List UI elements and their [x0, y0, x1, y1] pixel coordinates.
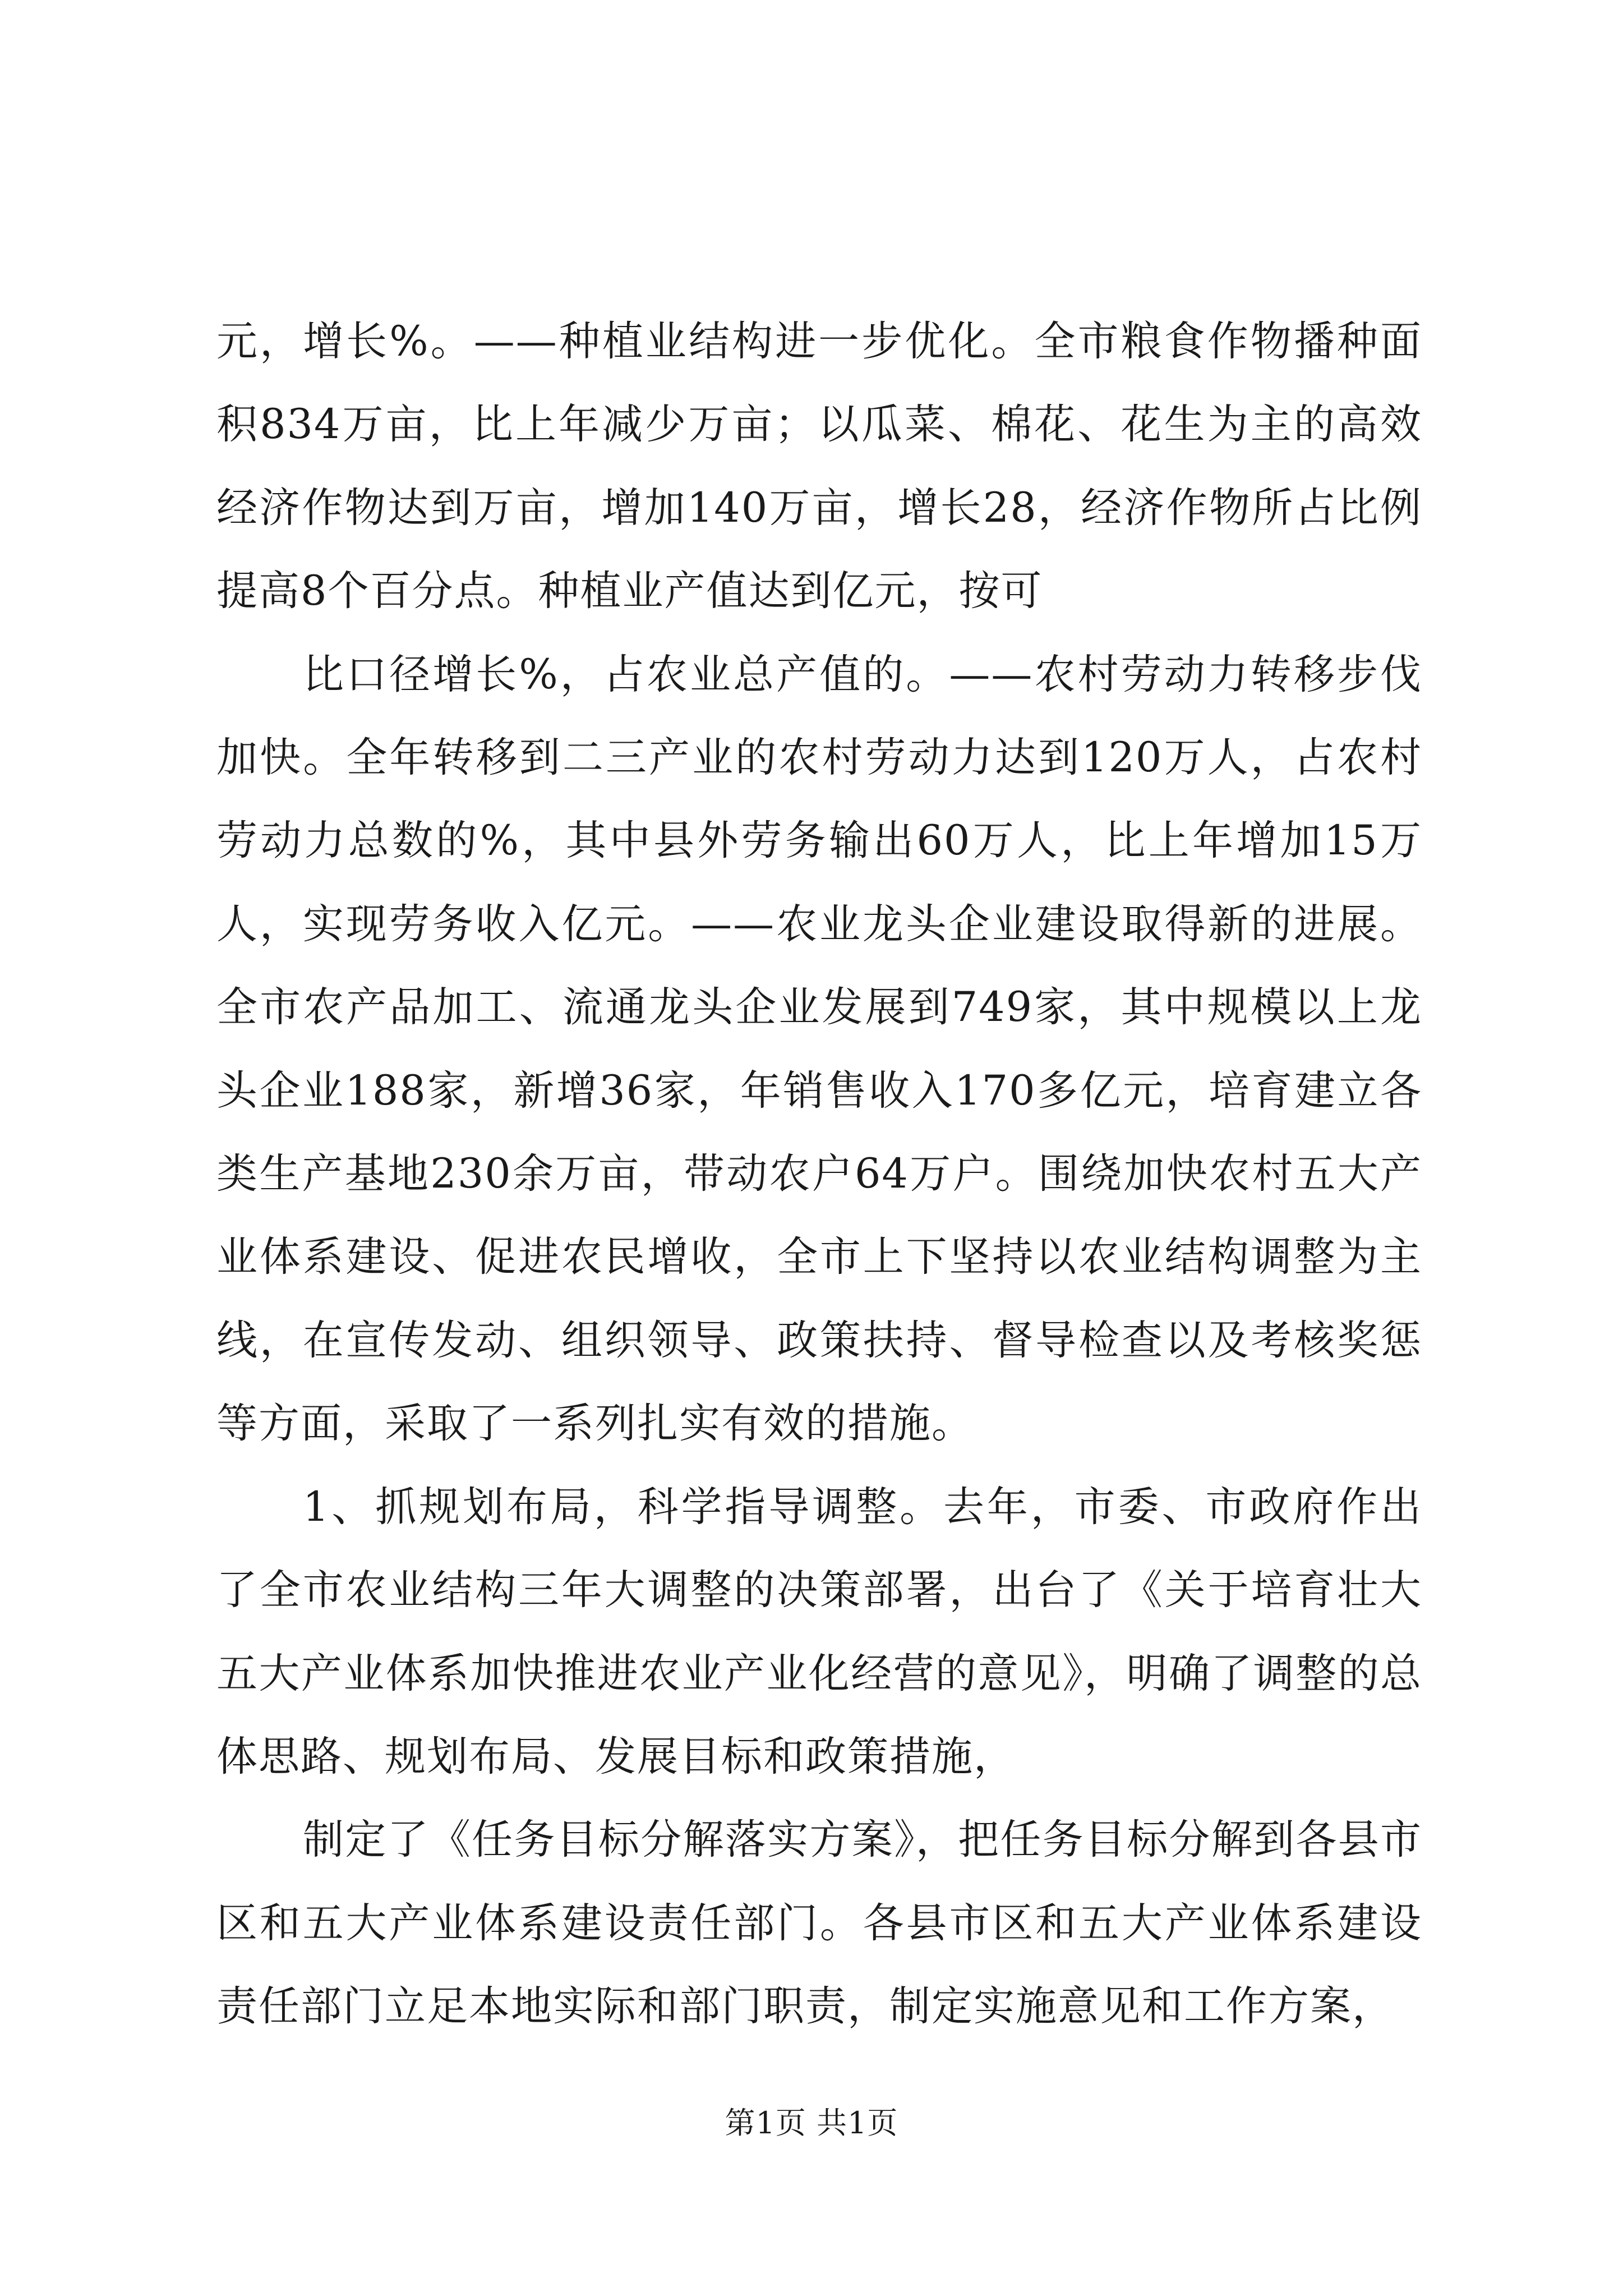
paragraph-1: 元，增长%。——种植业结构进一步优化。全市粮食作物播种面积834万亩，比上年减少万亩；以瓜菜、棉花、花生为主的高效经济作物达到万亩，增加140万亩，增长28，经济作物所占比例提高8个百分点。种植业产值达到亿元，按可: [216, 318, 1422, 615]
paragraph-2: 比口径增长%，占农业总产值的。——农村劳动力转移步伐加快。全年转移到二三产业的农村劳动力达到120万人，占农村劳动力总数的%，其中县外劳务输出60万人，比上年增加15万人，实现劳务收入亿元。——农业龙头企业建设取得新的进展。全市农产品加工、流通龙头企业发展到749家，其中规模以上龙头企业188家，新增36家，年销售收入170多亿元，培育建立各类生产基地230余万亩，带动农户64万户。围绕加快农村五大产业体系建设、促进农民增收，全市上下坚持以农业结构调整为主线，在宣传发动、组织领导、政策扶持、督导检查以及考核奖惩等方面，采取了一系列扎实有效的措施。: [216, 650, 1422, 1448]
document-body: [216, 300, 1422, 2049]
paragraph-3: 1、抓规划布局，科学指导调整。去年，市委、市政府作出了全市农业结构三年大调整的决策部署，出台了《关于培育壮大五大产业体系加快推进农业产业化经营的意见》，明确了调整的总体思路、规划布局、发展目标和政策措施，: [216, 1483, 1422, 1780]
paragraph-4: 制定了《任务目标分解落实方案》，把任务目标分解到各县市区和五大产业体系建设责任部门。各县市区和五大产业体系建设责任部门立足本地实际和部门职责，制定实施意见和工作方案，: [216, 1816, 1422, 2031]
page-footer: 第1页 共1页: [725, 2105, 898, 2141]
